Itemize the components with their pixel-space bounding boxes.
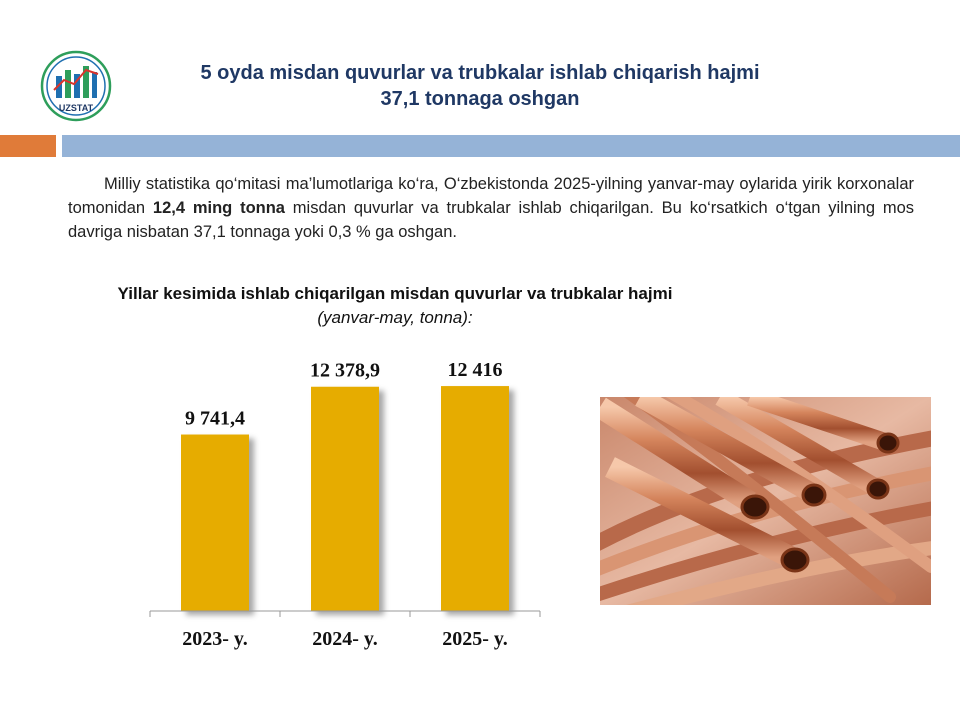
bar-0 [181,435,249,611]
page-title [120,60,840,112]
header-accent-orange [0,135,56,157]
category-label-0: 2023- y. [182,628,248,650]
data-label-1: 12 378,9 [310,359,380,382]
uzstat-logo [40,50,112,122]
logo-text: UZSTAT [58,103,94,113]
chart-title [110,282,680,330]
copper-pipes-photo [600,397,931,605]
paragraph-text-2: misdan quvurlar va trubkalar ishlab chiqarilgan. Bu ko‘rsatkich o‘tgan yilning mos davriga nisbatan 37,1 tonnaga yoki 0,3 % ga oshgan. [68,199,915,241]
bar-2 [441,386,509,611]
chart-title-sub: (yanvar-may, tonna): [317,308,473,327]
chart-title-main: Yillar kesimida ishlab chiqarilgan misdan quvurlar va trubkalar hajmi [117,284,673,303]
body-paragraph [68,172,914,244]
paragraph-text-1: Milliy statistika qo‘mitasi ma’lumotlariga ko‘ra, O‘zbekistonda 2025-yilning yanvar-may oylarida yirik korxonalar tomonidan [68,175,914,217]
data-label-0: 9 741,4 [185,407,245,430]
bar-1 [311,387,379,611]
title-line-1: 5 oyda misdan quvurlar va trubkalar ishlab chiqarish hajmi [200,62,760,84]
category-label-1: 2024- y. [312,628,378,650]
paragraph-bold: 12,4 ming tonna [152,199,285,217]
data-label-2: 12 416 [447,359,503,382]
title-line-2: 37,1 tonnaga oshgan [380,88,580,110]
bar-chart [140,335,560,665]
header-accent-blue [62,135,960,157]
category-label-2: 2025- y. [442,628,508,650]
